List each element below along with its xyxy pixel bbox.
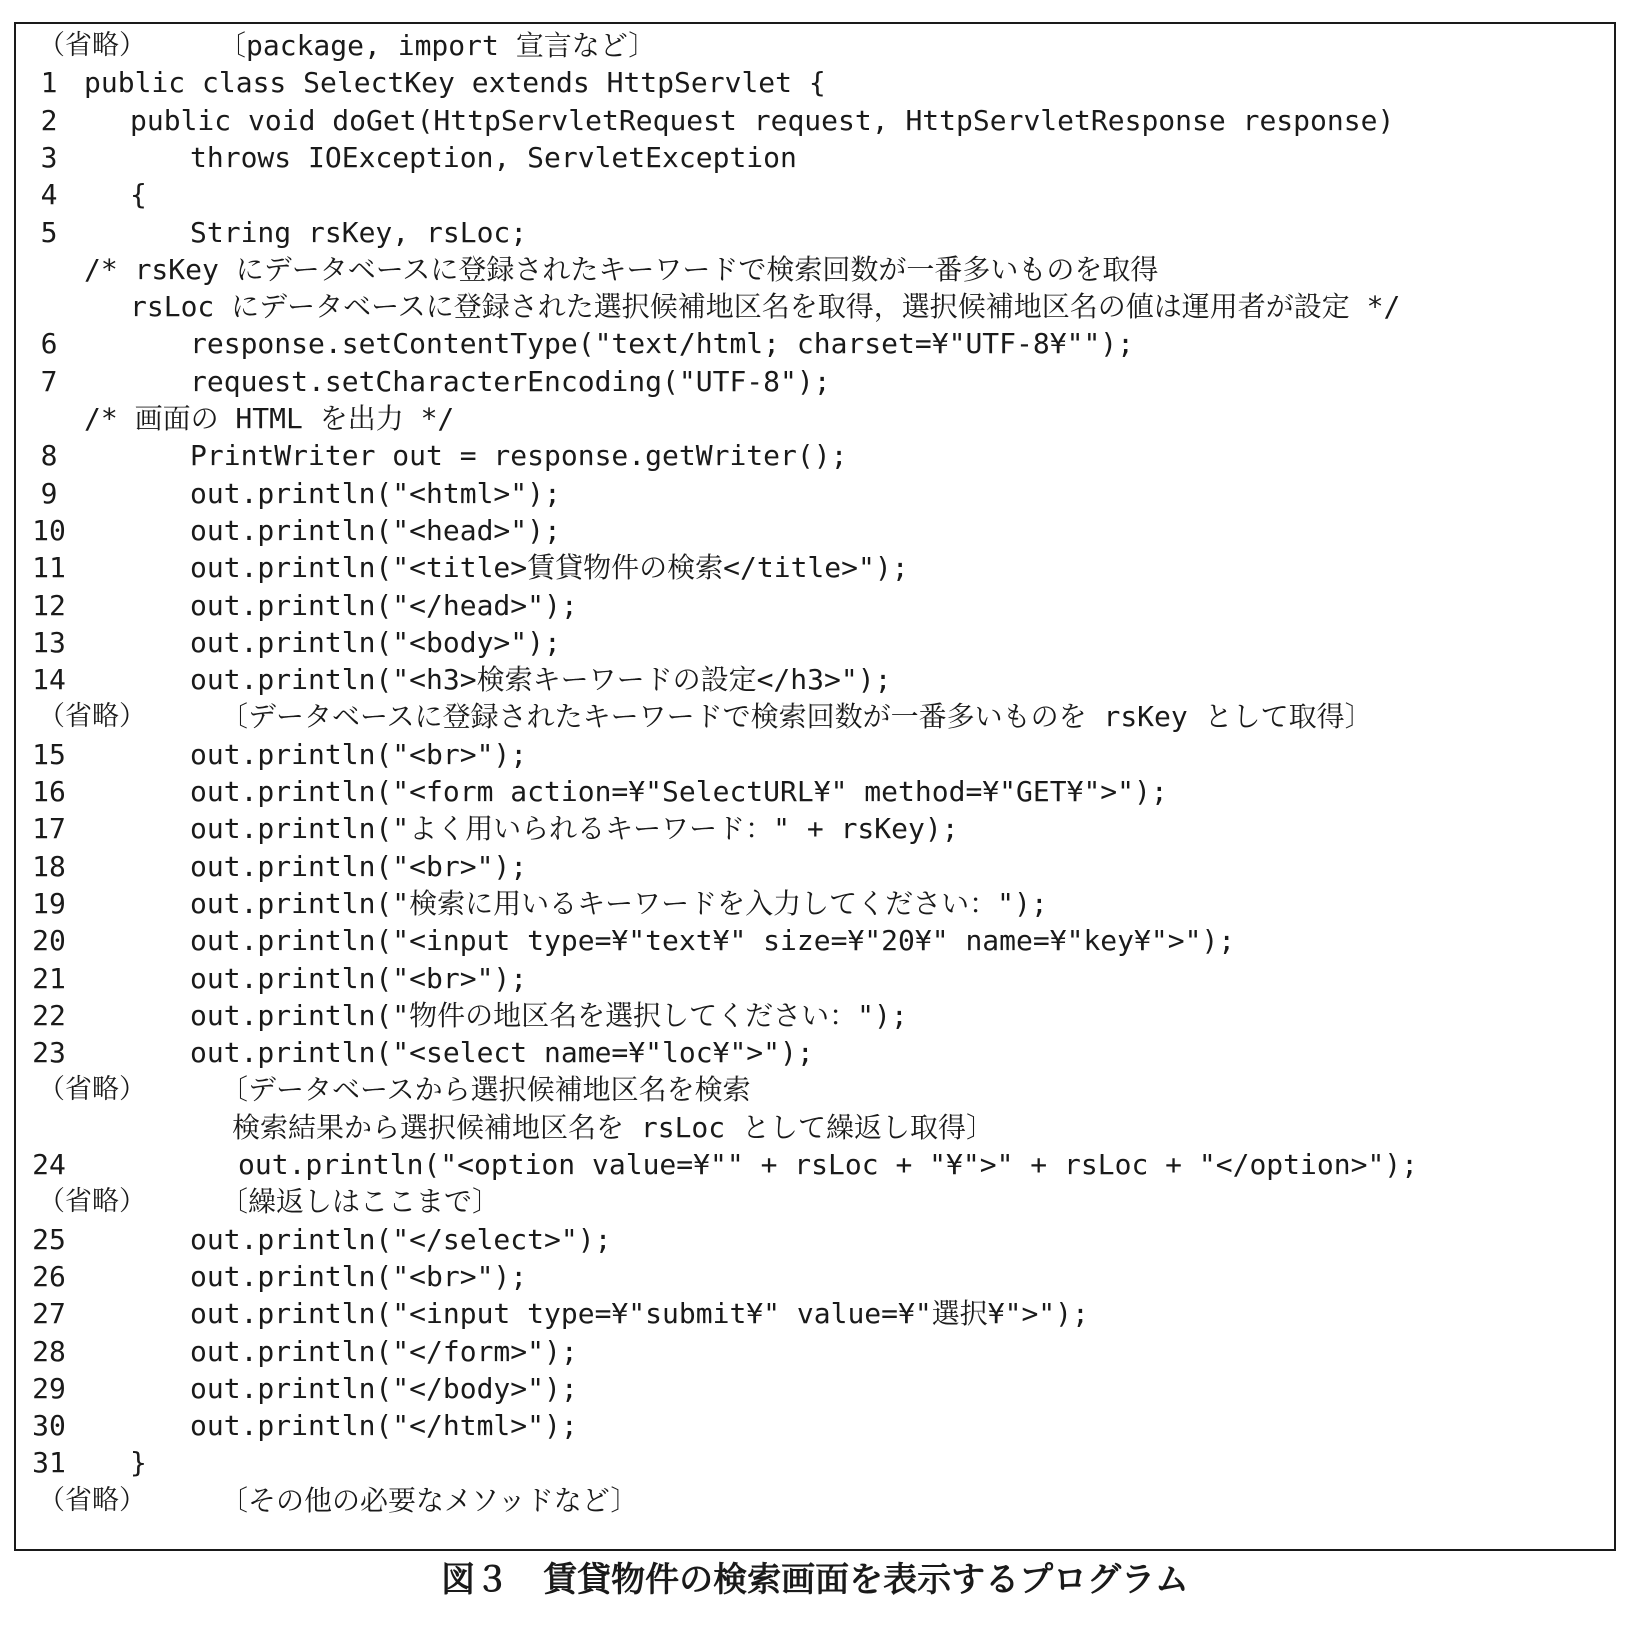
code-text: out.println("検索に用いるキーワードを入力してください："); [190, 886, 1048, 920]
line-number: 3 [40, 140, 58, 174]
code-text: out.println("<input type=¥"text¥" size=¥"20¥" name=¥"key¥">"); [190, 924, 1236, 958]
line-number: 30 [32, 1409, 66, 1443]
code-text: public void doGet(HttpServletRequest request, HttpServletResponse response) [130, 103, 1395, 137]
line-number: 22 [32, 998, 66, 1032]
code-text: out.println("<br>"); [190, 849, 528, 883]
omitted-marker: （省略） [38, 30, 146, 61]
code-text: String rsKey, rsLoc; [190, 215, 528, 249]
code-text: out.println("<head>"); [190, 513, 561, 547]
line-number: 13 [32, 625, 66, 659]
omitted-marker: （省略） [38, 701, 146, 733]
code-text: 〔package, import 宣言など〕 [218, 29, 657, 62]
line-number: 16 [32, 775, 66, 808]
line-number: 1 [40, 66, 58, 100]
code-text: out.println("<br>"); [190, 737, 528, 771]
line-number: 4 [40, 178, 58, 212]
code-text: out.println("よく用いられるキーワード：" + rsKey); [190, 812, 959, 846]
code-text: { [130, 178, 147, 212]
line-number: 23 [32, 1036, 66, 1070]
line-number: 2 [40, 103, 58, 137]
line-number: 6 [40, 327, 58, 361]
figure-caption: 図３ 賃貸物件の検索画面を表示するプログラム [441, 1560, 1189, 1600]
line-number: 10 [32, 513, 66, 547]
code-text: out.println("<form action=¥"SelectURL¥" method=¥"GET¥">"); [190, 775, 1168, 808]
line-number: 14 [32, 663, 66, 697]
code-text: out.println("<br>"); [190, 1259, 528, 1293]
line-number: 25 [32, 1222, 66, 1256]
code-text: response.setContentType("text/html; charset=¥"UTF-8¥""); [190, 327, 1135, 361]
code-text: /* rsKey にデータベースに登録されたキーワードで検索回数が一番多いものを取得 [84, 252, 1159, 286]
line-number: 8 [40, 439, 58, 473]
omitted-marker: （省略） [38, 1484, 146, 1516]
code-text: out.println("</select>"); [190, 1222, 612, 1256]
code-text: out.println("物件の地区名を選択してください："); [190, 998, 908, 1032]
code-text: } [130, 1446, 147, 1480]
code-text: out.println("<option value=¥"" + rsLoc + "¥">" + rsLoc + "</option>"); [238, 1148, 1419, 1181]
code-text: public class SelectKey extends HttpServlet { [84, 66, 826, 100]
code-text: /* 画面の HTML を出力 */ [84, 402, 455, 435]
line-number: 27 [32, 1297, 66, 1331]
code-text: out.println("<input type=¥"submit¥" value=¥"選択¥">"); [190, 1297, 1089, 1331]
code-text: out.println("<br>"); [190, 961, 528, 995]
code-text: 〔その他の必要なメソッドなど〕 [220, 1483, 639, 1517]
code-text: request.setCharacterEncoding("UTF-8"); [190, 364, 831, 398]
code-text: out.println("</head>"); [190, 588, 578, 622]
line-number: 28 [32, 1334, 66, 1368]
code-text: out.println("<body>"); [190, 625, 561, 659]
omitted-marker: （省略） [38, 1074, 146, 1106]
code-text: PrintWriter out = response.getWriter(); [190, 439, 848, 473]
line-number: 17 [32, 812, 66, 846]
code-text: out.println("<html>"); [190, 476, 561, 510]
code-text: 〔繰返しはここまで〕 [220, 1185, 501, 1219]
line-number: 19 [32, 886, 66, 920]
line-number: 9 [40, 476, 58, 510]
code-text: 〔データベースから選択候補地区名を検索 [220, 1073, 751, 1107]
line-number: 20 [32, 924, 66, 958]
line-number: 15 [32, 737, 66, 771]
code-text: out.println("<select name=¥"loc¥">"); [190, 1036, 814, 1070]
line-number: 26 [32, 1259, 66, 1293]
line-number: 18 [32, 849, 66, 883]
line-number: 5 [40, 215, 58, 249]
code-listing [14, 22, 1616, 1551]
line-number: 11 [32, 551, 66, 585]
code-text: out.println("</body>"); [190, 1371, 578, 1405]
code-text: out.println("<title>賃貸物件の検索</title>"); [190, 551, 909, 585]
code-text: rsLoc にデータベースに登録された選択候補地区名を取得，選択候補地区名の値は運用者が設定 */ [130, 290, 1401, 324]
code-text: 〔データベースに登録されたキーワードで検索回数が一番多いものを rsKey として取得〕 [220, 700, 1373, 734]
code-text: throws IOException, ServletException [190, 140, 797, 174]
line-number: 21 [32, 961, 66, 995]
line-number: 29 [32, 1371, 66, 1405]
line-number: 7 [40, 364, 58, 398]
code-text: 検索結果から選択候補地区名を rsLoc として繰返し取得〕 [232, 1110, 995, 1144]
code-text: out.println("</html>"); [190, 1409, 578, 1443]
code-text: out.println("</form>"); [190, 1334, 578, 1368]
omitted-marker: （省略） [38, 1186, 146, 1218]
line-number: 12 [32, 588, 66, 622]
code-text: out.println("<h3>検索キーワードの設定</h3>"); [190, 663, 892, 697]
line-number: 24 [32, 1148, 66, 1181]
line-number: 31 [32, 1446, 66, 1480]
